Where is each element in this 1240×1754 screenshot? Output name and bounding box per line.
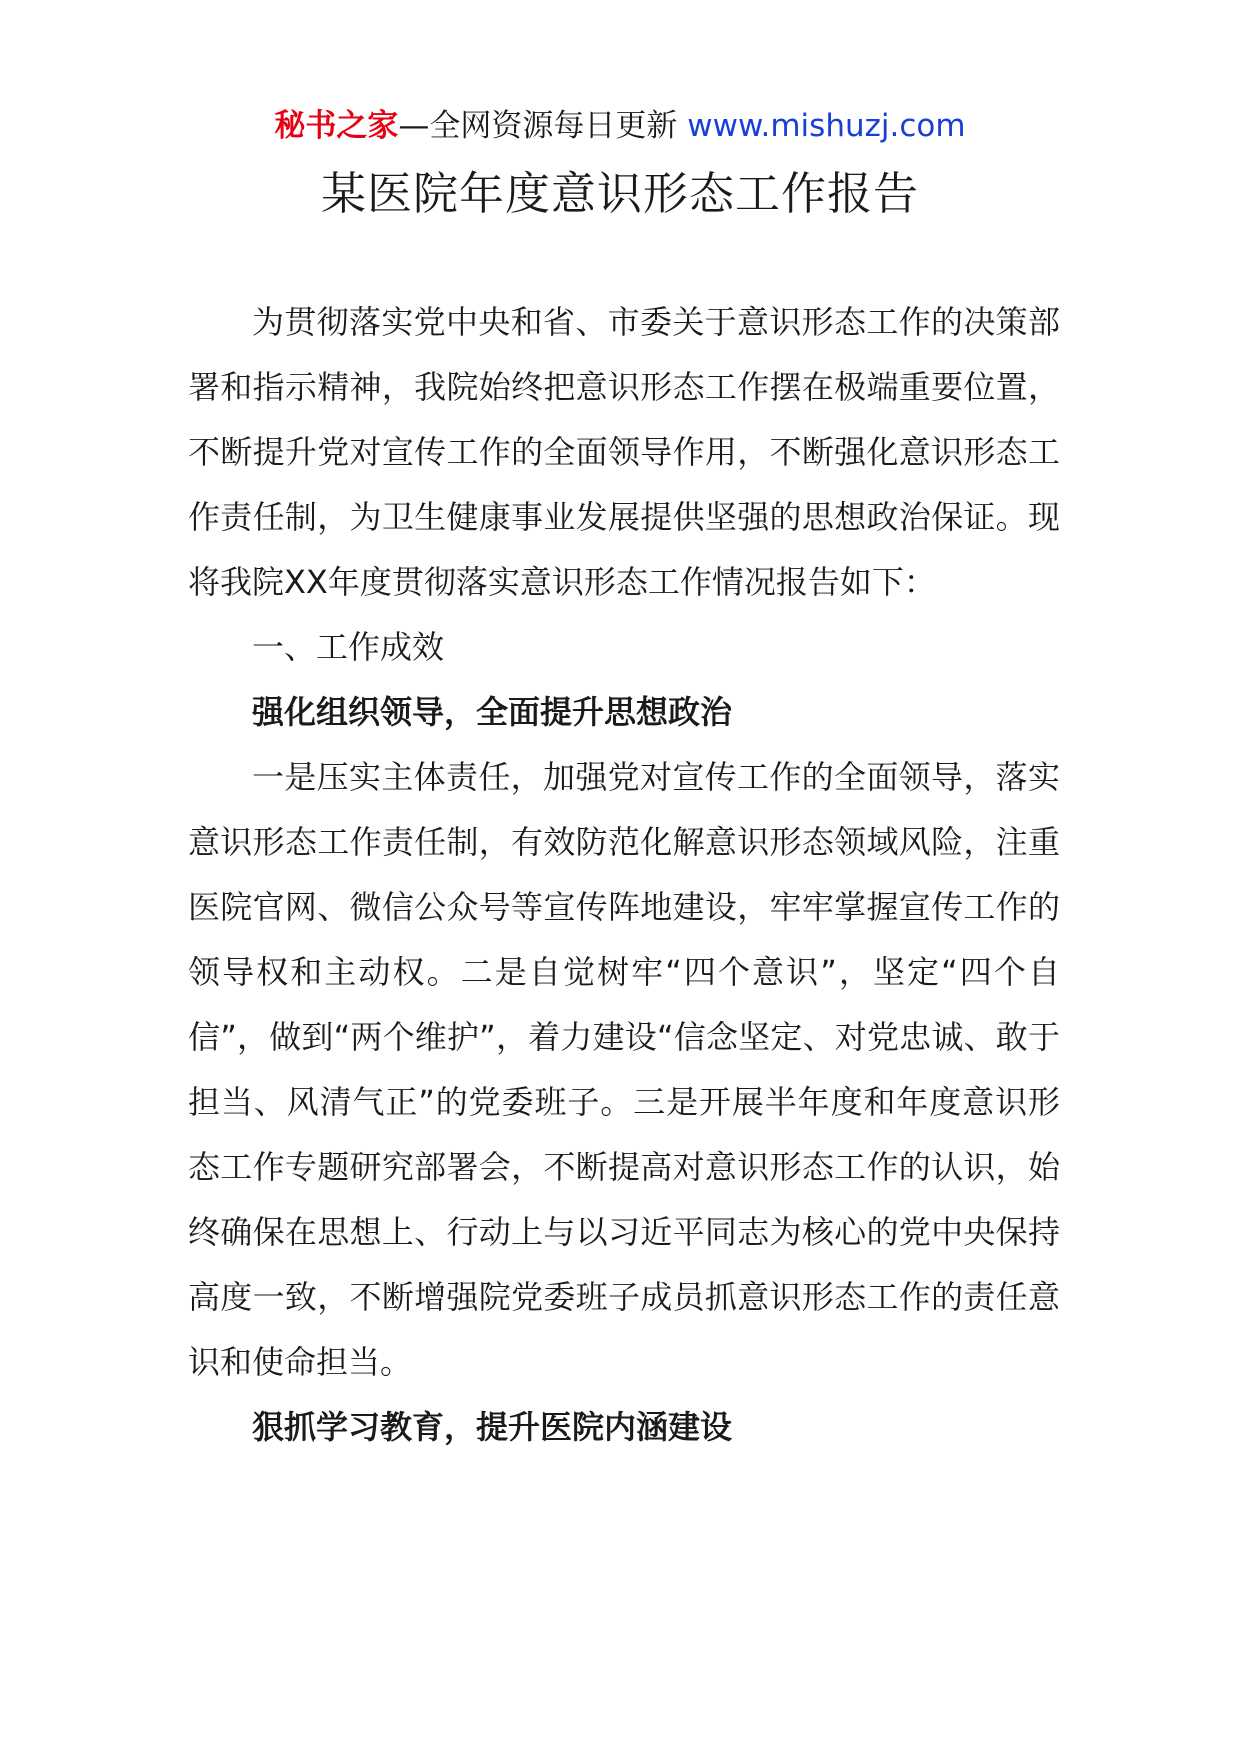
banner-url[interactable]: www.mishuzj.com: [687, 108, 966, 144]
document-body: [188, 290, 1060, 1460]
watermark-banner: [0, 104, 1240, 148]
body-paragraph-responsibility: 一是压实主体责任，加强党对宣传工作的全面领导，落实意识形态工作责任制，有效防范化解意识形态领域风险，注重医院官网、微信公众号等宣传阵地建设，牢牢掌握宣传工作的领导权和主动权。二是自觉树牢“四个意识”，坚定“四个自信”，做到“两个维护”，着力建设“信念坚定、对党忠诚、敢于担当、风清气正”的党委班子。三是开展半年度和年度意识形态工作专题研究部署会，不断提高对意识形态工作的认识，始终确保在思想上、行动上与以习近平同志为核心的党中央保持高度一致，不断增强院党委班子成员抓意识形态工作的责任意识和使命担当。: [188, 758, 1060, 1381]
subheading-education: 狠抓学习教育，提升医院内涵建设: [252, 1408, 733, 1446]
banner-slogan: —全网资源每日更新: [398, 108, 688, 144]
intro-paragraph: 为贯彻落实党中央和省、市委关于意识形态工作的决策部署和指示精神，我院始终把意识形态工作摆在极端重要位置，不断提升党对宣传工作的全面领导作用，不断强化意识形态工作责任制，为卫生健康事业发展提供坚强的思想政治保证。现将我院XX年度贯彻落实意识形态工作情况报告如下：: [188, 303, 1060, 601]
document-title: 某医院年度意识形态工作报告: [320, 167, 919, 220]
brand-name: 秘书之家: [274, 108, 399, 144]
subheading-organization: 强化组织领导，全面提升思想政治: [252, 693, 733, 731]
section-heading-achievements: 一、工作成效: [252, 628, 445, 666]
